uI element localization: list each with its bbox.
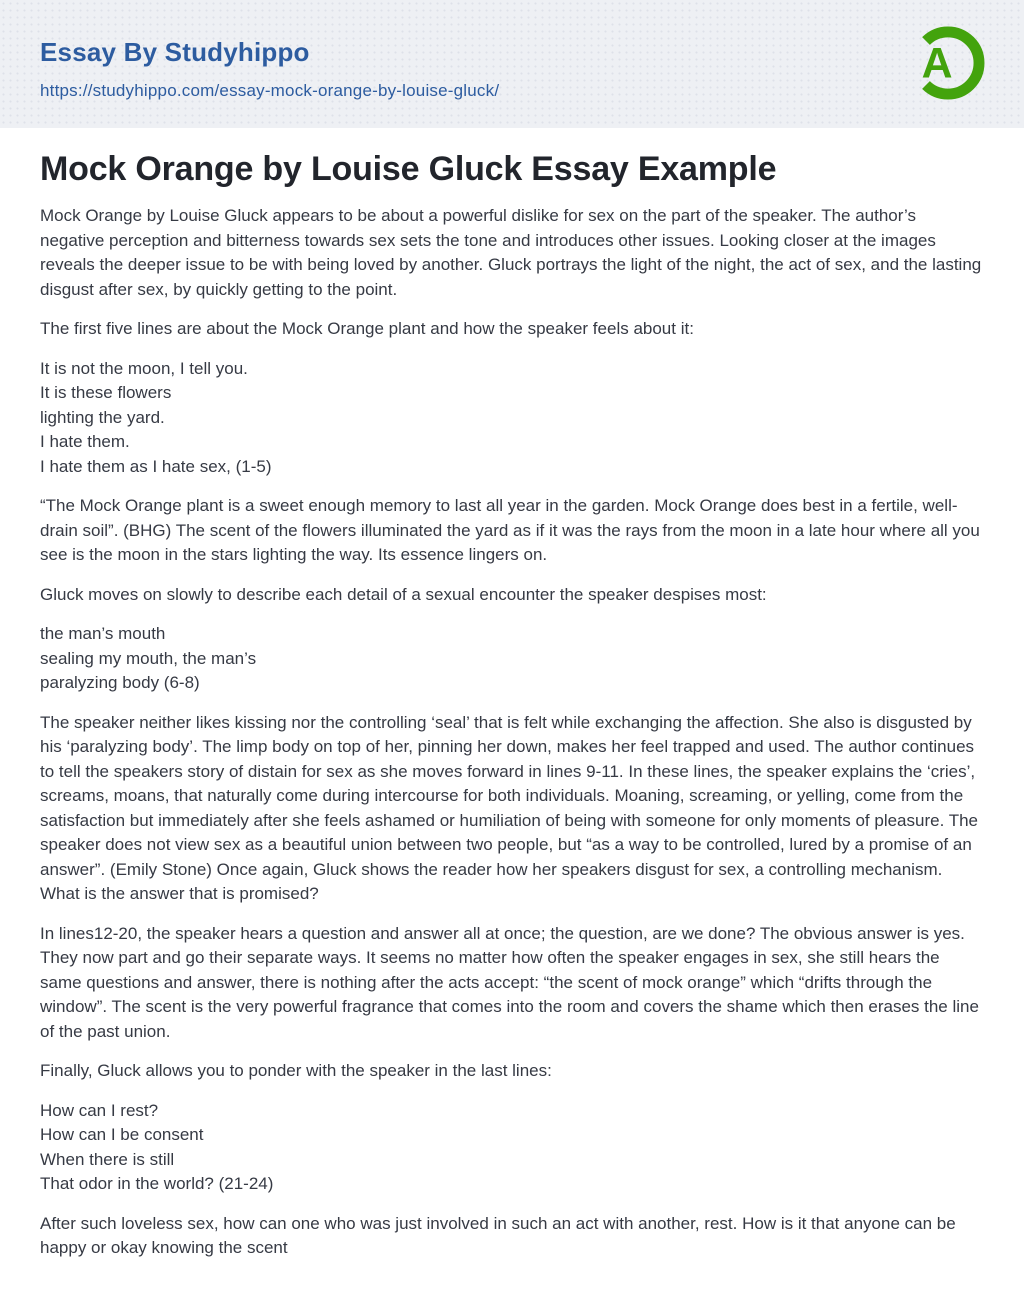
- studyhippo-logo: [906, 21, 990, 110]
- poem-line: That odor in the world? (21-24): [40, 1174, 274, 1194]
- poem-line: lighting the yard.: [40, 407, 165, 427]
- poem-excerpt: [40, 622, 984, 696]
- essay-paragraph: Finally, Gluck allows you to ponder with the speaker in the last lines:: [40, 1061, 552, 1081]
- poem-line: How can I rest?: [40, 1100, 159, 1120]
- poem-line: How can I be consent: [40, 1125, 204, 1145]
- essay-paragraph: Mock Orange by Louise Gluck appears to be about a powerful dislike for sex on the part of the speaker. The author’s negative perception and bitterness towards sex sets the tone and introduces other issues. Looking closer at the images reveals the deeper issue to be with being loved by another. Gluck portrays the light of the night, the act of sex, and the lasting disgust after sex, by quickly getting to the point.: [40, 206, 982, 299]
- essay-article: [0, 128, 1024, 1316]
- page-title: Mock Orange by Louise Gluck Essay Example: [40, 150, 777, 188]
- essay-paragraph: In lines12-20, the speaker hears a question and answer all at once; the question, are we done? The obvious answer is yes. They now part and go their separate ways. It seems no matter how often the speaker engages in sex, she still hears the same questions and answer, there is nothing after the acts accept: “the scent of mock orange” which “drifts through the window”. The scent is the very powerful fragrance that comes into the room and covers the shame which then erases the line of the past union.: [40, 923, 979, 1041]
- poem-line: I hate them.: [40, 432, 130, 452]
- essay-paragraph: The first five lines are about the Mock Orange plant and how the speaker feels about it:: [40, 319, 694, 339]
- poem-line: It is not the moon, I tell you.: [40, 358, 248, 378]
- essay-paragraph: The speaker neither likes kissing nor the controlling ‘seal’ that is felt while exchanging the affection. She also is disgusted by his ‘paralyzing body’. The limp body on top of her, pinning her down, makes her feel trapped and used. The author continues to tell the speakers story of distain for sex as she moves forward in lines 9-11. In these lines, the speaker explains the ‘cries’, screams, moans, that naturally come during intercourse for both individuals. Moaning, screaming, or yelling, come from the satisfaction but immediately after she feels ashamed or humiliation of being with someone for only moments of pleasure. The speaker does not view sex as a beautiful union between two people, but “as a way to be controlled, lured by a promise of an answer”. (Emily Stone) Once again, Gluck shows the reader how her speakers disgust for sex, a controlling mechanism. What is the answer that is promised?: [40, 712, 979, 904]
- poem-line: sealing my mouth, the man’s: [40, 648, 257, 668]
- essay-paragraph: After such loveless sex, how can one who was just involved in such an act with another, rest. How is it that anyone can be happy or okay knowing the scent: [40, 1213, 956, 1258]
- article-body: [40, 204, 984, 1261]
- poem-line: the man’s mouth: [40, 624, 166, 644]
- logo-arc-icon: [906, 21, 990, 105]
- poem-excerpt: [40, 357, 984, 480]
- poem-excerpt: [40, 1099, 984, 1197]
- site-title: Essay By Studyhippo: [40, 37, 310, 67]
- essay-paragraph: “The Mock Orange plant is a sweet enough memory to last all year in the garden. Mock Orange does best in a fertile, well-drain soil”. (BHG) The scent of the flowers illuminated the yard as if it was the rays from the moon in a late hour where all you see is the moon in the stars lighting the way. Its essence lingers on.: [40, 496, 980, 565]
- site-header: [0, 0, 1024, 128]
- logo-letter: A: [921, 39, 953, 88]
- site-header-text: [40, 38, 499, 101]
- poem-line: When there is still: [40, 1149, 175, 1169]
- poem-line: I hate them as I hate sex, (1-5): [40, 456, 272, 476]
- source-url-link[interactable]: https://studyhippo.com/essay-mock-orange-by-louise-gluck/: [40, 80, 500, 100]
- poem-line: It is these flowers: [40, 383, 172, 403]
- poem-line: paralyzing body (6-8): [40, 673, 200, 693]
- essay-paragraph: Gluck moves on slowly to describe each detail of a sexual encounter the speaker despises most:: [40, 584, 767, 604]
